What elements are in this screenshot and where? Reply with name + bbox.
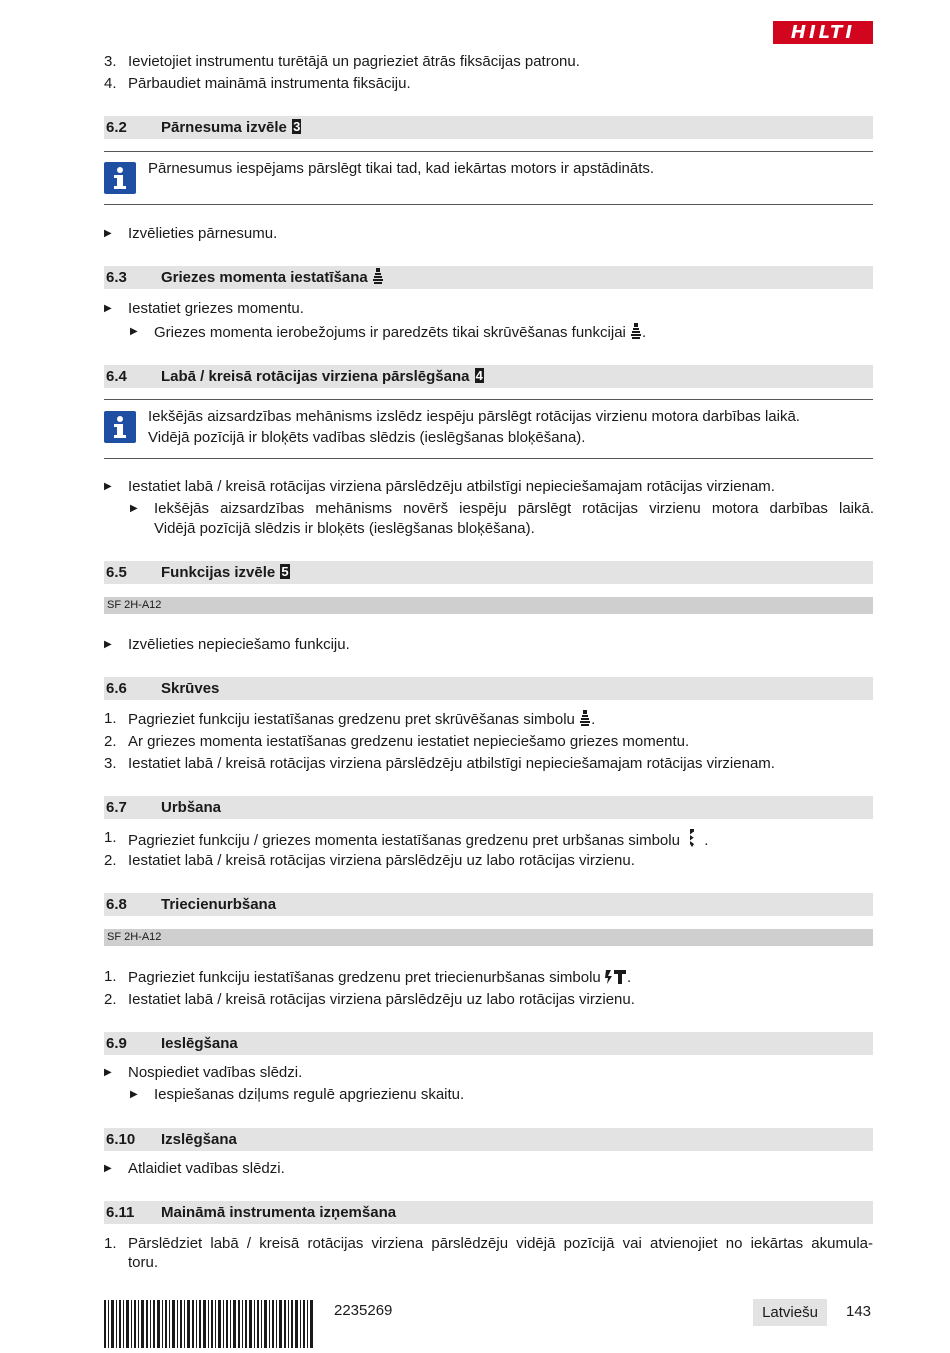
model-label: SF 2H-A12 [107, 931, 162, 943]
step-text: Pagrieziet funkciju iestatīšanas gredzenu pret triecienurbšanas simbolu [128, 969, 601, 986]
section-heading [104, 677, 873, 700]
section-title: Skrūves [161, 680, 220, 697]
triangle-bullet-icon: ▶ [104, 1163, 112, 1174]
triangle-bullet-icon: ▶ [104, 303, 112, 314]
document-code: 2235269 [334, 1302, 393, 1319]
section-number: 6.4 [106, 368, 127, 385]
info-icon [104, 411, 136, 443]
hammer-drill-symbol-icon [605, 967, 627, 985]
notice-text: Pārnesumus iespējams pārslēgt tikai tad, kad iekārtas motors ir apstādināts. [148, 160, 655, 177]
notice-box [104, 399, 873, 459]
step-number: 1. [104, 1235, 117, 1252]
step-number: 4. [104, 75, 117, 92]
section-number: 6.8 [106, 896, 127, 913]
step-text: Atlaidiet vadības slēdzi. [128, 1160, 285, 1177]
step-text: Iestatiet labā / kreisā rotācijas virziena pārslēdzēju atbilstīgi nepieciešamajam rotācijas virzienam. [128, 755, 775, 772]
section-title: Maināmā instrumenta izņemšana [161, 1204, 397, 1221]
section-title: Izslēgšana [161, 1131, 237, 1148]
notice-text [148, 406, 868, 448]
step-text: Pagrieziet funkciju / griezes momenta iestatīšanas gredzenu pret urbšanas simbolu [128, 832, 680, 849]
step-text: Pārslēdziet labā / kreisā rotācijas virziena pārslēdzēju vidējā pozīcijā vai atvienojiet no iekārtas akumula- [128, 1235, 873, 1252]
notice-box [104, 151, 873, 205]
step-text: Iestatiet griezes momentu. [128, 300, 304, 317]
section-title: Triecienurbšana [161, 896, 277, 913]
language-label: Latviešu [753, 1299, 827, 1326]
step-text: Izvēlieties pārnesumu. [128, 225, 278, 242]
figure-ref: 3 [293, 119, 301, 134]
section-number: 6.3 [106, 269, 127, 286]
section-heading [104, 796, 873, 819]
logo-text: HILTI [790, 22, 856, 43]
step-number: 1. [104, 710, 117, 727]
figure-ref: 5 [281, 564, 289, 579]
section-heading [104, 266, 873, 289]
section-title: Urbšana [161, 799, 222, 816]
model-label: SF 2H-A12 [107, 599, 162, 611]
step-text: Iestatiet labā / kreisā rotācijas virziena pārslēdzēju atbilstīgi nepieciešamajam rotācijas virzienam. [128, 478, 775, 495]
barcode [104, 1300, 314, 1348]
step-text: Griezes momenta ierobežojums ir paredzēts tikai skrūvēšanas funkcijai [154, 324, 626, 341]
step-text: Ievietojiet instrumentu turētājā un pagrieziet ātrās fiksācijas patronu. [128, 53, 580, 70]
step-text: Ar griezes momenta iestatīšanas gredzenu iestatiet nepieciešamo griezes momentu. [128, 733, 690, 750]
section-number: 6.10 [106, 1131, 136, 1148]
notice-line: Iekšējās aizsardzības mehānisms izslēdz iespēju pārslēgt rotācijas virzienu motora darbības laikā. [148, 408, 800, 425]
step-text: Pārbaudiet maināmā instrumenta fiksāciju. [128, 75, 411, 92]
triangle-bullet-icon: ▶ [130, 1089, 138, 1100]
section-title: Funkcijas izvēle [161, 564, 276, 581]
step-text: Nospiediet vadības slēdzi. [128, 1064, 303, 1081]
model-bar [104, 929, 873, 946]
drill-symbol-icon [684, 828, 700, 848]
section-number: 6.6 [106, 680, 127, 697]
screwdriving-symbol-icon [579, 709, 591, 727]
triangle-bullet-icon: ▶ [104, 639, 112, 650]
step-text: toru. [128, 1254, 159, 1271]
triangle-bullet-icon: ▶ [130, 326, 138, 337]
step-text: Pagrieziet funkciju iestatīšanas gredzenu pret skrūvēšanas simbolu [128, 711, 575, 728]
section-number: 6.2 [106, 119, 127, 136]
page-number: 143 [846, 1303, 872, 1320]
section-heading [104, 365, 873, 388]
step-number: 3. [104, 755, 117, 772]
step-text: Iekšējās aizsardzības mehānisms novērš iespēju pārslēgt rotācijas virzienu motora darbības laikā. [154, 500, 874, 517]
step-number: 2. [104, 991, 117, 1008]
section-heading [104, 893, 873, 916]
section-heading [104, 1128, 873, 1151]
step-number: 1. [104, 829, 117, 846]
step-text: Iespiešanas dziļums regulē apgriezienu skaitu. [154, 1086, 465, 1103]
screwdriving-symbol-icon [630, 322, 642, 340]
triangle-bullet-icon: ▶ [104, 228, 112, 239]
figure-ref: 4 [475, 368, 483, 383]
model-bar [104, 597, 873, 614]
section-heading [104, 1201, 873, 1224]
step-text: Iestatiet labā / kreisā rotācijas virziena pārslēdzēju uz labo rotācijas virzienu. [128, 991, 635, 1008]
section-title: Pārnesuma izvēle [161, 119, 287, 136]
step-number: 2. [104, 733, 117, 750]
section-title: Griezes momenta iestatīšana [161, 269, 368, 286]
step-text: Iestatiet labā / kreisā rotācijas virziena pārslēdzēju uz labo rotācijas virzienu. [128, 852, 635, 869]
step-text: Izvēlieties nepieciešamo funkciju. [128, 636, 350, 653]
triangle-bullet-icon: ▶ [104, 1067, 112, 1078]
section-heading [104, 1032, 873, 1055]
hilti-logo [773, 21, 873, 44]
section-number: 6.11 [106, 1204, 135, 1221]
section-title: Ieslēgšana [161, 1035, 238, 1052]
step-text: Vidējā pozīcijā slēdzis ir bloķēts (ieslēgšanas bloķēšana). [154, 520, 535, 537]
screwdriving-symbol-icon [372, 267, 384, 285]
section-heading [104, 116, 873, 139]
triangle-bullet-icon: ▶ [130, 503, 138, 514]
triangle-bullet-icon: ▶ [104, 481, 112, 492]
info-icon [104, 162, 136, 194]
section-number: 6.9 [106, 1035, 127, 1052]
section-heading [104, 561, 873, 584]
step-number: 3. [104, 53, 117, 70]
step-number: 2. [104, 852, 117, 869]
section-title: Labā / kreisā rotācijas virziena pārslēgšana [161, 368, 470, 385]
section-number: 6.7 [106, 799, 127, 816]
step-number: 1. [104, 968, 117, 985]
section-number: 6.5 [106, 564, 127, 581]
notice-line: Vidējā pozīcijā ir bloķēts vadības slēdzis (ieslēgšanas bloķēšana). [148, 429, 586, 446]
